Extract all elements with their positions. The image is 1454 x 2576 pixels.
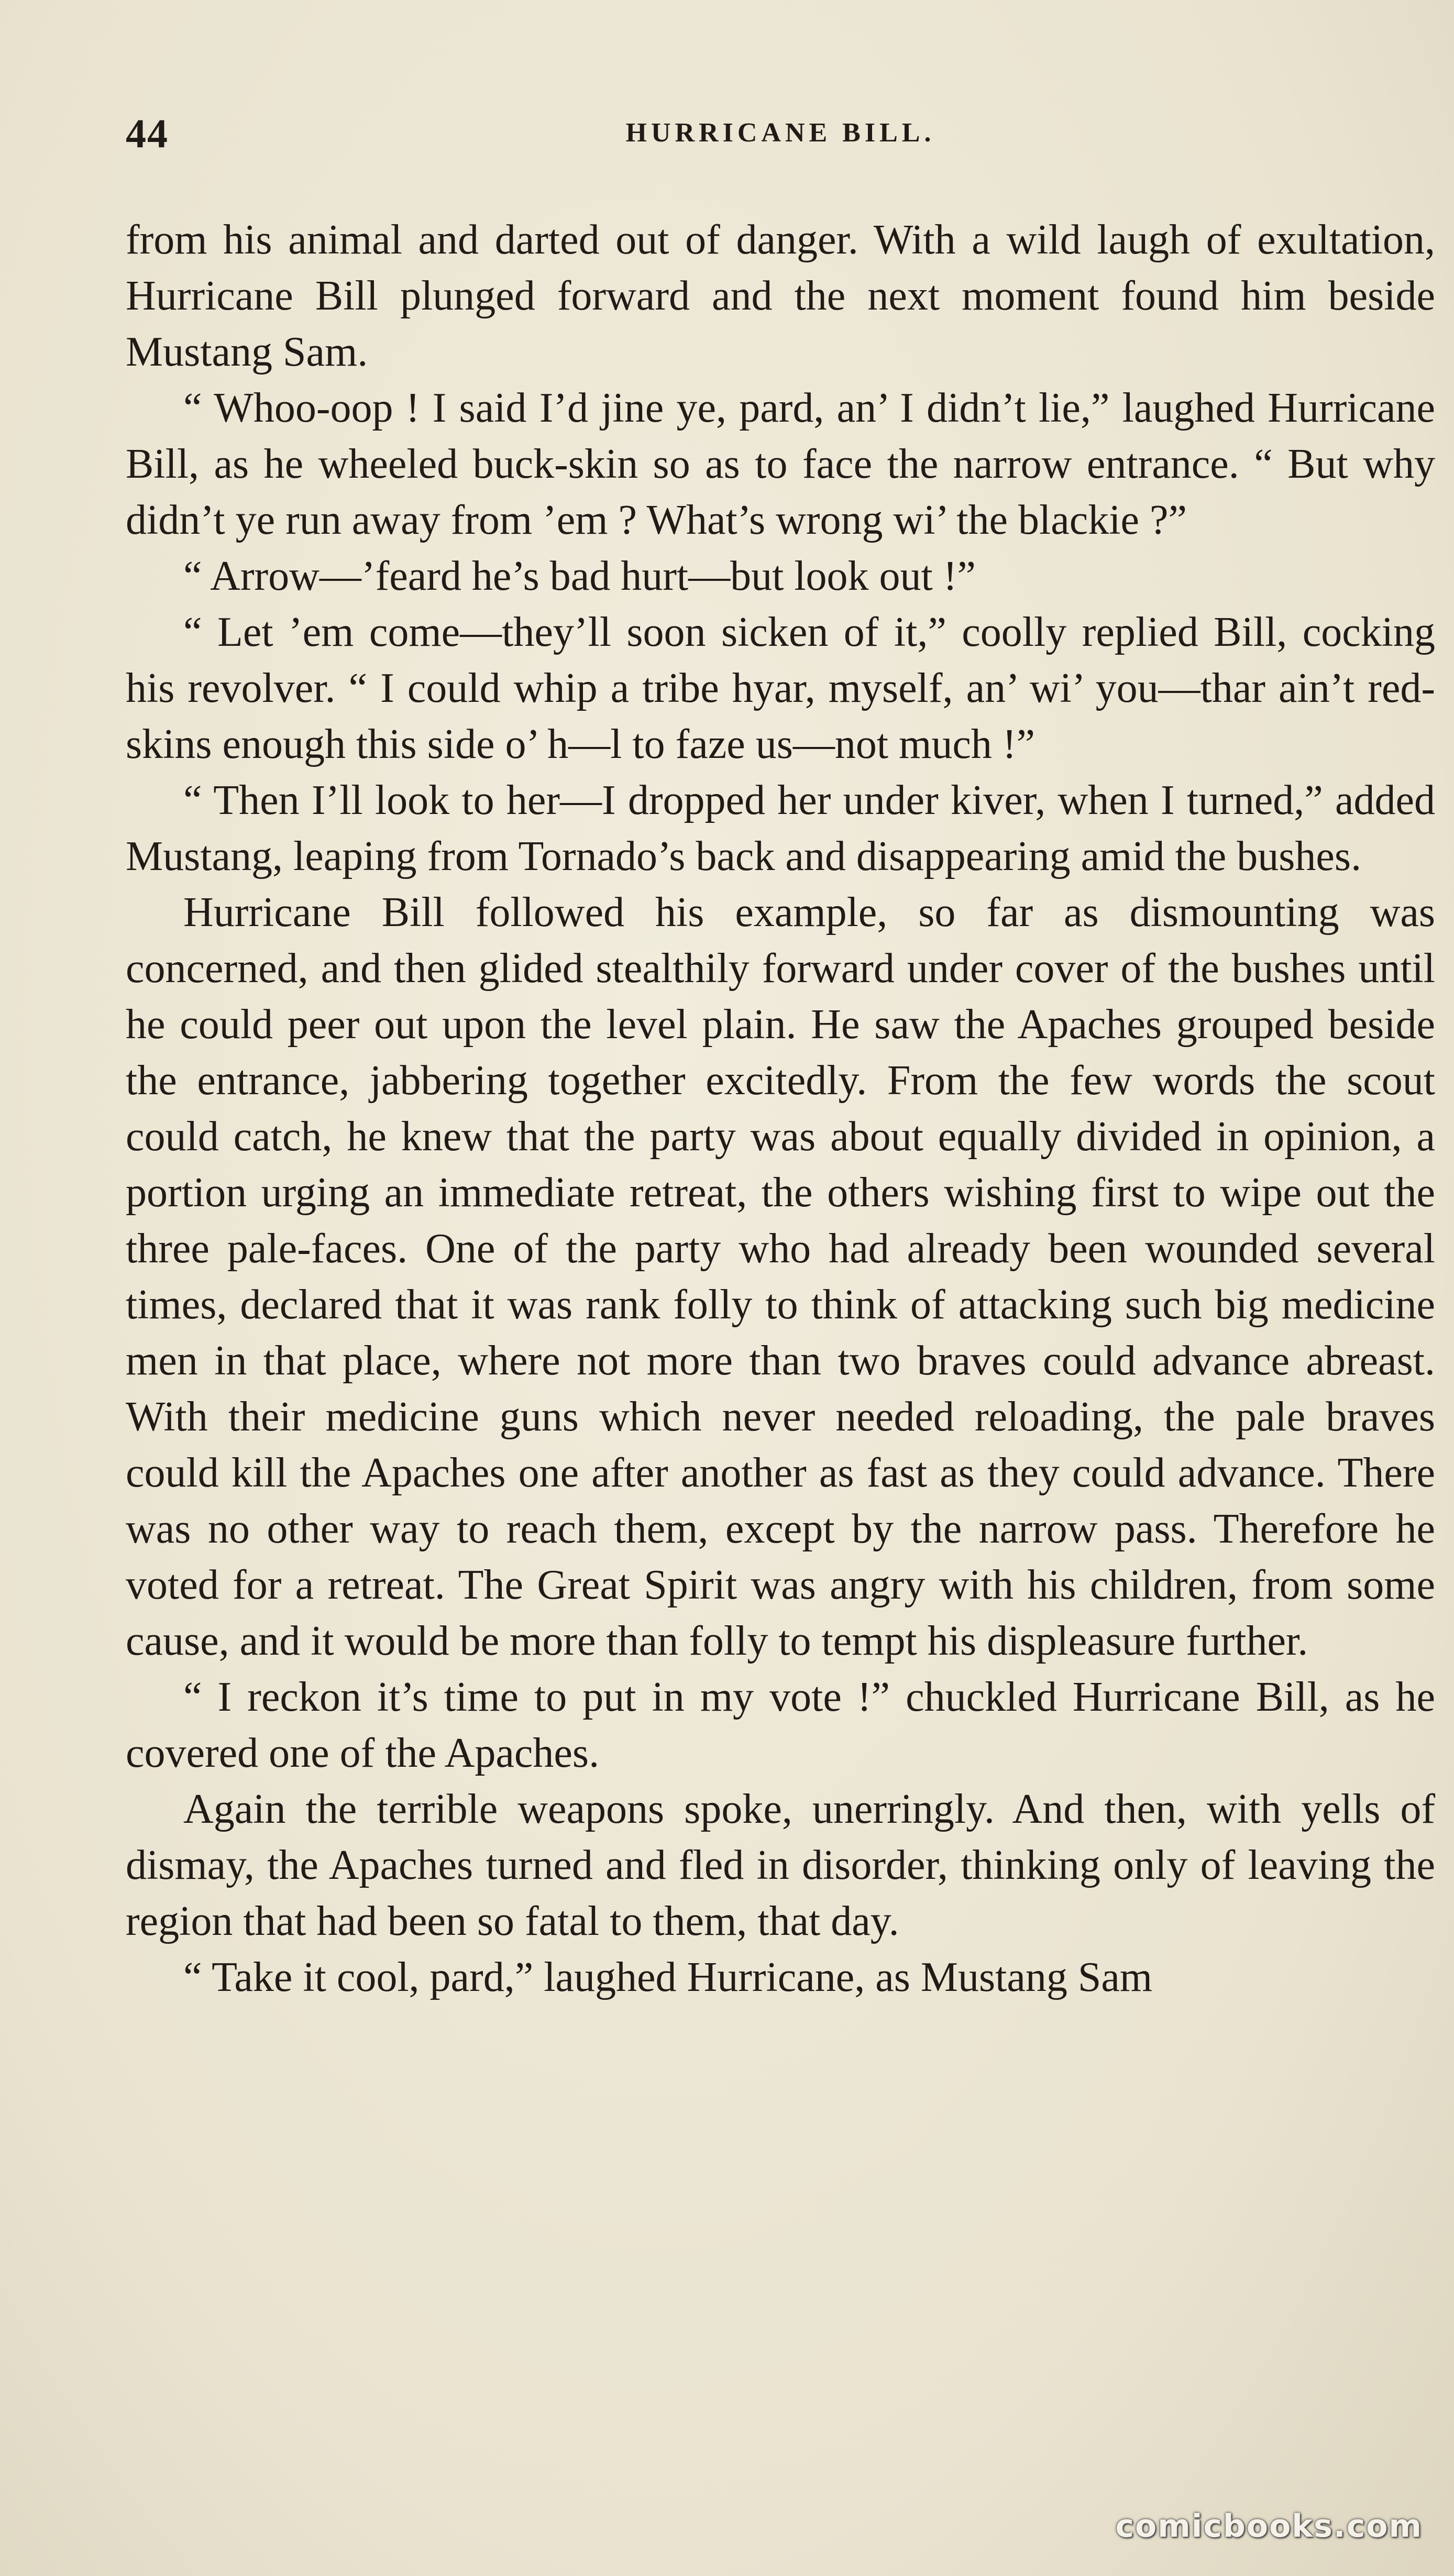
page-number: 44	[126, 111, 169, 156]
paragraph: from his animal and darted out of danger. With a wild laugh of exultation, Hurricane Bill plunged forward and the next moment found him beside Mustang Sam.	[126, 217, 1435, 375]
watermark: comicbooks.com	[1115, 2508, 1423, 2545]
paragraph: “ Take it cool, pard,” laughed Hurricane, as Mustang Sam	[183, 1954, 1153, 2000]
page-header	[126, 110, 1435, 157]
paragraph: “ Arrow—’feard he’s bad hurt—but look out !”	[183, 553, 976, 599]
paragraph: Hurricane Bill followed his example, so far as dismounting was concerned, and then glided stealthily forward under cover of the bushes until he could peer out upon the level plain. He saw the Apaches grouped beside the entrance, jabbering together excitedly. From the few words the scout could catch, he knew that the party was about equally divided in opinion, a portion urging an immediate retreat, the others wishing first to wipe out the three pale-faces. One of the party who had already been wounded several times, declared that it was rank folly to think of attacking such big medicine men in that place, where not more than two braves could advance abreast. With their medicine guns which never needed reloading, the pale braves could kill the Apaches one after another as fast as they could advance. There was no other way to reach them, except by the narrow pass. Therefore he voted for a retreat. The Great Spirit was angry with his children, from some cause, and it would be more than folly to tempt his displeasure further.	[126, 889, 1435, 1664]
paragraph: “ I reckon it’s time to put in my vote !” chuckled Hurricane Bill, as he covered one of the Apaches.	[126, 1674, 1435, 1776]
paragraph: “ Whoo-oop ! I said I’d jine ye, pard, an’ I didn’t lie,” laughed Hurricane Bill, as he wheeled buck-skin so as to face the narrow entrance. “ But why didn’t ye run away from ’em ? What’s wrong wi’ the blackie ?”	[126, 385, 1435, 543]
paragraph: “ Then I’ll look to her—I dropped her under kiver, when I turned,” added Mustang, leaping from Tornado’s back and disappearing amid the bushes.	[126, 777, 1435, 879]
body-text	[126, 212, 1435, 2006]
running-title: HURRICANE BILL.	[625, 118, 935, 148]
paragraph: “ Let ’em come—they’ll soon sicken of it,” coolly replied Bill, cocking his revolver. “ I could whip a tribe hyar, myself, an’ wi’ you—thar ain’t red-skins enough this side o’ h—l to faze us—not much !”	[126, 609, 1435, 767]
paragraph: Again the terrible weapons spoke, unerringly. And then, with yells of dismay, the Apaches turned and fled in disorder, thinking only of leaving the region that had been so fatal to them, that day.	[126, 1786, 1435, 1944]
